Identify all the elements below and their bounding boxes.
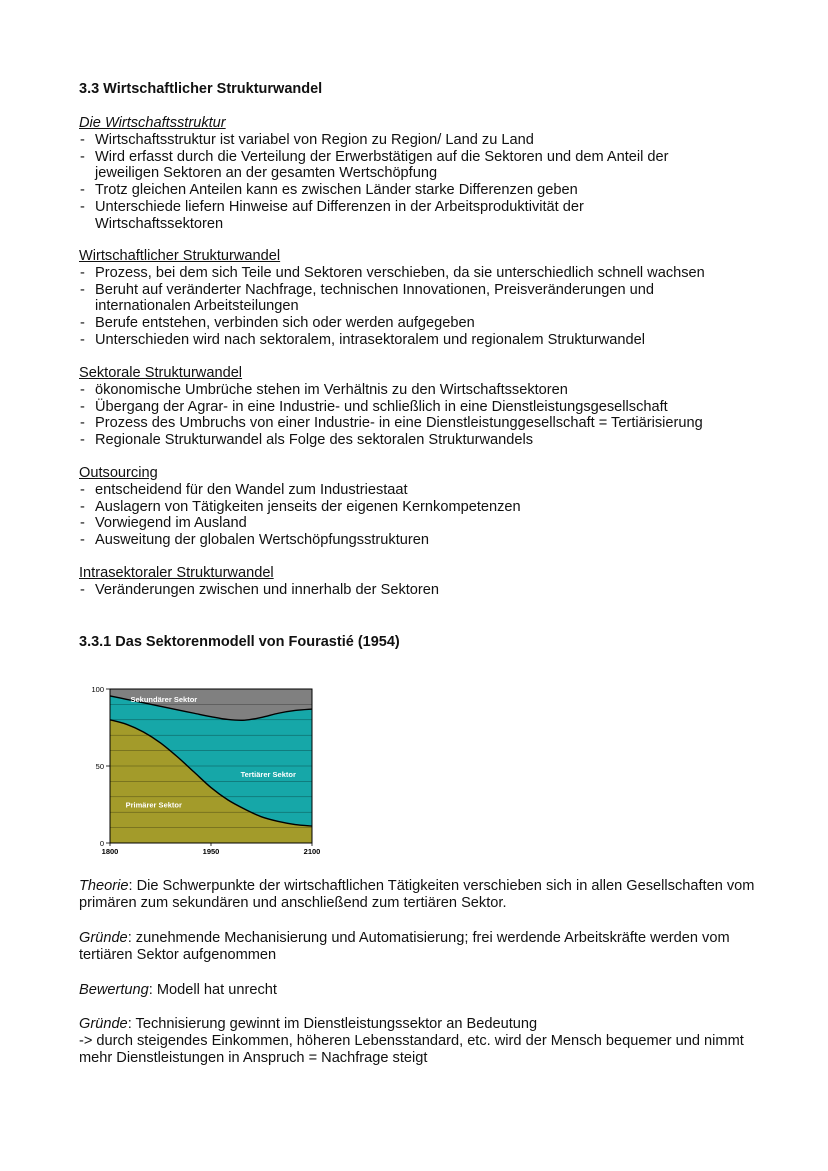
bullet-list [79, 582, 759, 599]
bullet-list [79, 382, 759, 449]
list-item: - Berufe entstehen, verbinden sich oder werden aufgegeben [79, 315, 759, 332]
paragraph-text-line2: -> durch steigendes Einkommen, höheren Lebensstandard, etc. wird der Mensch bequemer und nimmt mehr Dienstleistungen in Anspruch = Nachfrage steigt [79, 1032, 744, 1066]
list-item: - Übergang der Agrar- in eine Industrie- und schließlich in eine Dienstleistungsgesellschaft [79, 399, 759, 416]
x-tick-label: 2100 [303, 847, 321, 856]
list-item: - Auslagern von Tätigkeiten jenseits der eigenen Kernkompetenzen [79, 499, 759, 516]
paragraph-bewertung [79, 982, 759, 999]
list-item: - Vorwiegend im Ausland [79, 515, 759, 532]
section-wirtschaftsstruktur [79, 115, 759, 233]
primary-sector-label: Primärer Sektor [125, 800, 182, 810]
paragraph-theorie [79, 878, 759, 912]
bullet-list [79, 132, 759, 233]
paragraph-text: : Technisierung gewinnt im Dienstleistungssektor an Bedeutung [127, 1016, 538, 1032]
list-item: - Prozess des Umbruchs von einer Industrie- in eine Dienstleistunggesellschaft = Tertiärisierung [79, 415, 759, 432]
tertiary-sector-label: Tertiärer Sektor [240, 769, 296, 779]
secondary-sector-label: Sekundärer Sektor [130, 695, 198, 705]
paragraph-text: : zunehmende Mechanisierung und Automatisierung; frei werdende Arbeitskräfte werden vom tertiären Sektor aufgenommen [79, 930, 730, 963]
list-item: - Regionale Strukturwandel als Folge des sektoralen Strukturwandels [79, 432, 759, 449]
list-item: - Wird erfasst durch die Verteilung der Erwerbstätigen auf die Sektoren und dem Anteil der jeweiligen Sektoren an der gesamten Wertschöpfung [79, 149, 759, 183]
section-strukturwandel [79, 248, 759, 349]
list-item: - Prozess, bei dem sich Teile und Sektoren verschieben, da sie unterschiedlich schnell wachsen [79, 265, 759, 282]
section-title: Intrasektoraler Strukturwandel [79, 565, 274, 581]
list-item: - ökonomische Umbrüche stehen im Verhältnis zu den Wirtschaftssektoren [79, 382, 759, 399]
list-item: - Unterschiede liefern Hinweise auf Differenzen in der Arbeitsproduktivität der Wirtschaftssektoren [79, 199, 759, 233]
paragraph-gruende-2 [79, 1016, 759, 1066]
y-tick-label: 0 [99, 839, 104, 848]
section-title: Sektorale Strukturwandel [79, 365, 243, 381]
list-item: - entscheidend für den Wandel zum Industriestaat [79, 482, 759, 499]
y-tick-label: 100 [91, 685, 104, 694]
section-title: Die Wirtschaftsstruktur [79, 115, 226, 131]
list-item: - Ausweitung der globalen Wertschöpfungsstrukturen [79, 532, 759, 549]
subsection-heading: 3.3.1 Das Sektorenmodell von Fourastié (1954) [79, 634, 400, 650]
paragraph-label: Theorie [79, 878, 129, 894]
section-heading: 3.3 Wirtschaftlicher Strukturwandel [79, 81, 323, 97]
paragraph-text: : Modell hat unrecht [148, 982, 277, 998]
section-title: Wirtschaftlicher Strukturwandel [79, 248, 281, 264]
list-item: - Veränderungen zwischen und innerhalb der Sektoren [79, 582, 759, 599]
paragraph-label: Gründe [79, 930, 128, 946]
paragraph-gruende [79, 930, 759, 964]
paragraph-label: Bewertung [79, 982, 149, 998]
paragraph-label: Gründe [79, 1016, 128, 1032]
section-outsourcing [79, 465, 759, 549]
bullet-list [79, 482, 759, 549]
list-item: - Wirtschaftsstruktur ist variabel von Region zu Region/ Land zu Land [79, 132, 759, 149]
section-intrasektoraler-strukturwandel [79, 565, 759, 599]
x-tick-label: 1950 [202, 847, 220, 856]
paragraph-text: : Die Schwerpunkte der wirtschaftlichen Tätigkeiten verschieben sich in allen Gesellschaften vom primären zum sekundären und anschließend zum tertiären Sektor. [79, 878, 755, 911]
list-item: - Beruht auf veränderter Nachfrage, technischen Innovationen, Preisveränderungen und internationalen Arbeitsteilungen [79, 282, 759, 316]
chart-container [79, 682, 329, 862]
list-item: - Unterschieden wird nach sektoralem, intrasektoralem und regionalem Strukturwandel [79, 332, 759, 349]
bullet-list [79, 265, 759, 349]
y-tick-label: 50 [95, 762, 104, 771]
section-title: Outsourcing [79, 465, 158, 481]
x-tick-label: 1800 [101, 847, 119, 856]
list-item: - Trotz gleichen Anteilen kann es zwischen Länder starke Differenzen geben [79, 182, 759, 199]
sector-model-chart [79, 682, 329, 862]
section-sektorale-strukturwandel [79, 365, 759, 449]
